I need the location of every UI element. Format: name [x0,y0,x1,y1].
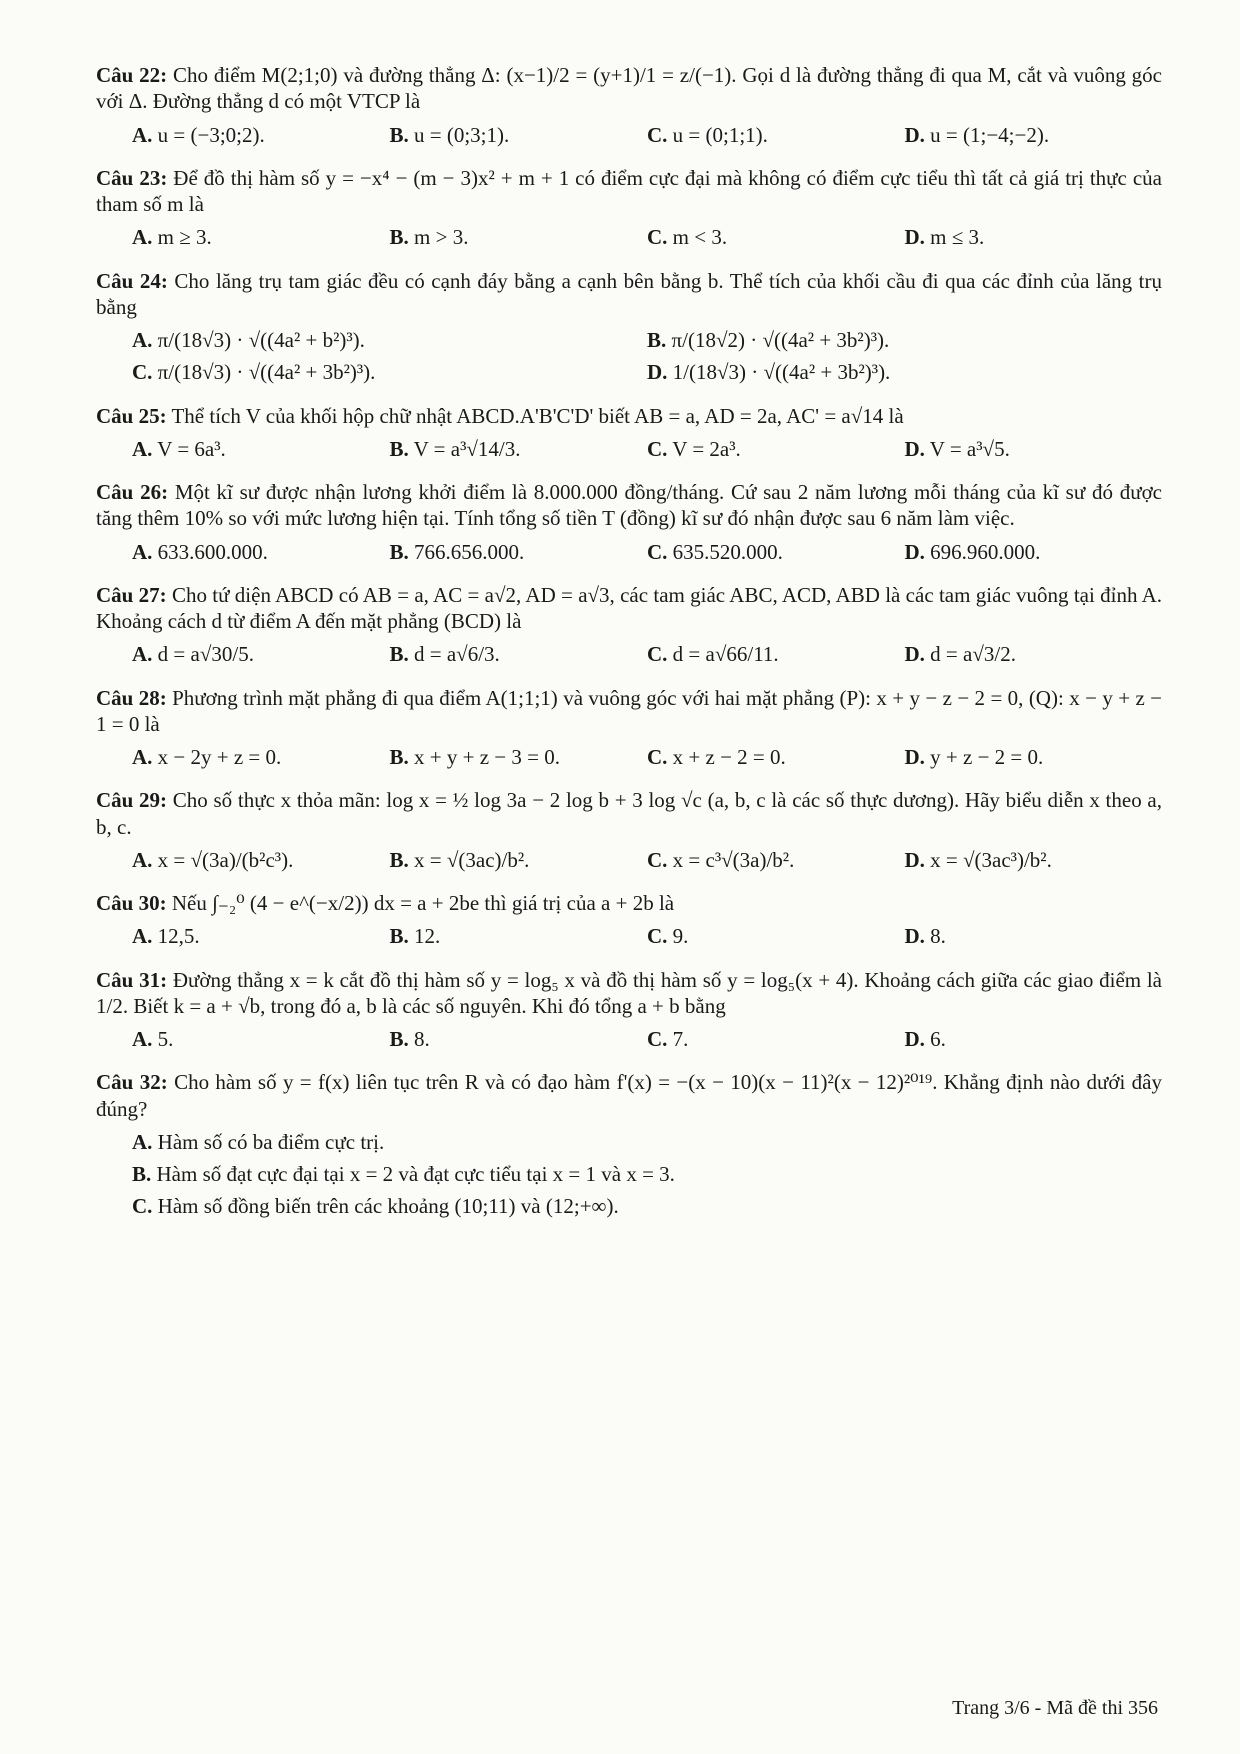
option-label: C. [647,642,668,667]
option-d[interactable] [905,844,1163,876]
option-d[interactable] [647,356,1162,388]
answer-options [96,638,1162,670]
question-number: Câu 22: [96,63,168,87]
option-label: A. [132,122,153,147]
question-stem [96,62,1162,115]
option-a[interactable] [132,1126,1162,1158]
question-text: Phương trình mặt phẳng đi qua điểm A(1;1;1) và vuông góc với hai mặt phẳng (P): x + y − z − 2 = 0, (Q): x − y + z − 1 = 0 là [96,685,1162,736]
option-text: d = a√66/11. [672,642,779,667]
question-32 [96,1069,1162,1222]
option-text: 12,5. [157,924,200,949]
question-stem [96,268,1162,321]
question-text: Một kĩ sư được nhận lương khởi điểm là 8.000.000 đồng/tháng. Cứ sau 2 năm lương mỗi tháng của kĩ sư đó được tăng thêm 10% so với mức lương hiện tại. Tính tổng số tiền T (đồng) kĩ sư đó nhận được sau 6 năm làm việc. [96,480,1163,531]
option-label: C. [132,1194,153,1219]
question-stem [96,165,1162,218]
option-text: m ≤ 3. [930,225,985,250]
option-label: C. [647,1027,668,1051]
option-c[interactable] [647,844,905,876]
option-b[interactable] [647,324,1162,356]
question-30 [96,890,1162,953]
option-text: V = 2a³. [672,436,741,461]
option-label: D. [904,924,925,949]
exam-page [96,62,1162,1237]
option-text: x + z − 2 = 0. [672,745,786,769]
option-c[interactable] [647,638,905,670]
option-label: D. [904,225,925,250]
question-number: Câu 29: [96,788,168,813]
question-22 [96,62,1162,151]
option-b[interactable] [390,844,648,876]
option-text: 7. [672,1027,689,1051]
option-label: A. [132,847,153,872]
option-text: 8. [930,924,946,949]
option-label: B. [389,122,409,147]
option-text: π/(18√3) · √((4a² + b²)³). [157,328,365,352]
option-text: Hàm số có ba điểm cực trị. [157,1129,385,1154]
question-stem [96,403,1162,429]
option-b[interactable] [390,920,648,952]
question-text: Đường thẳng x = k cắt đồ thị hàm số y = log₅ x và đồ thị hàm số y = log₅(x + 4). Khoảng cách giữa các giao điểm là 1/2. Biết k = a + √b, trong đó a, b là các số nguyên. Khi đó tổng a + b bằng [96,967,1162,1018]
option-label: A. [132,1027,153,1051]
question-29 [96,787,1162,876]
option-b[interactable] [390,638,648,670]
question-25 [96,403,1162,466]
question-text: Để đồ thị hàm số y = −x⁴ − (m − 3)x² + m + 1 có điểm cực đại mà không có điểm cực tiểu thì tất cả giá trị thực của tham số m là [96,165,1162,216]
answer-options [96,1126,1162,1223]
question-stem [96,967,1162,1020]
option-label: D. [904,122,925,147]
option-d[interactable] [905,119,1163,151]
option-label: A. [132,436,153,461]
question-text: Nếu ∫₋₂⁰ (4 − e^(−x/2)) dx = a + 2be thì giá trị của a + 2b là [171,891,675,915]
option-label: B. [389,225,409,250]
option-text: 696.960.000. [930,539,1041,564]
option-d[interactable] [905,741,1163,773]
question-stem [96,582,1162,635]
answer-options [96,433,1162,465]
option-label: B. [389,847,409,872]
option-label: A. [132,539,153,564]
option-label: C. [132,360,153,385]
option-text: x = √(3a)/(b²c³). [157,847,294,872]
option-d[interactable] [905,1023,1163,1055]
option-text: 5. [157,1027,174,1051]
option-a[interactable] [132,221,390,253]
option-label: C. [647,225,668,250]
option-a[interactable] [132,536,390,568]
option-c[interactable] [647,920,905,952]
question-number: Câu 31: [96,967,168,992]
option-a[interactable] [132,1023,390,1055]
option-text: x = √(3ac)/b². [414,847,530,872]
question-number: Câu 23: [96,165,168,190]
answer-options [96,844,1162,876]
option-label: C. [647,436,668,461]
answer-options [96,324,1162,389]
question-text: Cho điểm M(2;1;0) và đường thẳng Δ: (x−1)/2 = (y+1)/1 = z/(−1). Gọi d là đường thẳng đi qua M, cắt và vuông góc với Δ. Đường thẳng d có một VTCP là [96,63,1163,114]
option-d[interactable] [905,920,1163,952]
question-number: Câu 26: [96,480,169,504]
option-text: m < 3. [672,225,728,250]
option-c[interactable] [647,119,905,151]
option-label: D. [904,642,925,667]
option-label: B. [389,745,409,769]
question-27 [96,582,1162,671]
question-24 [96,268,1162,389]
option-c[interactable] [647,741,905,773]
option-a[interactable] [132,433,390,465]
option-a[interactable] [132,119,390,151]
question-text: Cho hàm số y = f(x) liên tục trên R và có đạo hàm f'(x) = −(x − 10)(x − 11)²(x − 12)²⁰¹⁹. Khẳng định nào dưới đây đúng? [96,1070,1163,1121]
option-text: u = (1;−4;−2). [930,122,1050,147]
option-text: 1/(18√3) · √((4a² + 3b²)³). [672,360,891,385]
option-text: d = a√3/2. [930,642,1016,667]
option-d[interactable] [905,536,1163,568]
question-text: Cho tứ diện ABCD có AB = a, AC = a√2, AD = a√3, các tam giác ABC, ACD, ABD là các tam giác vuông tại đỉnh A. Khoảng cách d từ điểm A đến mặt phẳng (BCD) là [96,582,1163,633]
option-b[interactable] [390,221,648,253]
option-text: V = a³√14/3. [413,436,521,461]
option-c[interactable] [647,221,905,253]
question-number: Câu 27: [96,582,167,607]
answer-options [96,1023,1162,1055]
option-c[interactable] [647,536,905,568]
question-text: Thể tích V của khối hộp chữ nhật ABCD.A'B'C'D' biết AB = a, AD = 2a, AC' = a√14 là [171,403,904,428]
option-text: u = (−3;0;2). [157,122,265,147]
question-number: Câu 30: [96,891,167,915]
option-text: u = (0;1;1). [672,122,768,147]
option-d[interactable] [905,433,1163,465]
question-stem [96,685,1162,738]
option-text: V = 6a³. [157,436,226,461]
option-label: D. [647,360,668,385]
question-text: Cho số thực x thỏa mãn: log x = ½ log 3a − 2 log b + 3 log √c (a, b, c là các số thực dương). Hãy biểu diễn x theo a, b, c. [96,788,1162,839]
option-label: B. [389,436,409,461]
option-label: A. [132,642,153,667]
option-c[interactable] [647,1023,905,1055]
option-label: D. [904,539,925,564]
question-number: Câu 25: [96,403,167,428]
option-text: π/(18√3) · √((4a² + 3b²)³). [157,360,376,385]
option-c[interactable] [132,1190,1162,1222]
question-number: Câu 24: [96,268,168,293]
option-text: 635.520.000. [672,539,783,564]
option-c[interactable] [132,356,647,388]
option-a[interactable] [132,844,390,876]
option-c[interactable] [647,433,905,465]
answer-options [96,741,1162,773]
question-number: Câu 32: [96,1070,168,1095]
option-a[interactable] [132,324,647,356]
question-28 [96,685,1162,774]
option-text: 766.656.000. [414,539,525,564]
option-b[interactable] [390,1023,648,1055]
option-label: C. [647,847,668,872]
question-23 [96,165,1162,254]
option-text: x + y + z − 3 = 0. [414,745,560,769]
option-b[interactable] [390,119,648,151]
option-text: V = a³√5. [929,436,1010,461]
option-text: d = a√6/3. [414,642,500,667]
option-label: D. [904,745,925,769]
option-text: 8. [414,1027,430,1051]
option-label: D. [904,436,925,461]
question-stem [96,1069,1162,1122]
option-d[interactable] [905,638,1163,670]
option-text: y + z − 2 = 0. [930,745,1044,769]
option-label: C. [647,122,668,147]
question-26 [96,479,1162,568]
option-label: C. [647,745,668,769]
option-text: x = c³√(3a)/b². [672,847,795,872]
option-a[interactable] [132,741,390,773]
option-text: 9. [672,924,689,949]
option-text: 12. [414,924,441,949]
option-label: B. [389,1027,409,1051]
answer-options [96,221,1162,253]
option-label: C. [647,539,668,564]
option-label: B. [132,1162,152,1186]
option-text: Hàm số đạt cực đại tại x = 2 và đạt cực tiểu tại x = 1 và x = 3. [156,1162,675,1186]
option-text: 6. [930,1027,946,1051]
option-label: D. [904,1027,925,1051]
option-label: A. [132,745,153,769]
option-text: d = a√30/5. [157,642,254,667]
option-label: A. [132,924,153,949]
option-text: 633.600.000. [157,539,268,564]
option-label: A. [132,225,153,250]
option-text: u = (0;3;1). [414,122,510,147]
option-b[interactable] [132,1158,1162,1190]
option-text: x = √(3ac³)/b². [930,847,1052,872]
option-label: B. [647,328,667,352]
question-stem [96,890,1162,916]
answer-options [96,536,1162,568]
question-text: Cho lăng trụ tam giác đều có cạnh đáy bằng a cạnh bên bằng b. Thể tích của khối cầu đi qua các đỉnh của lăng trụ bằng [96,268,1163,319]
question-stem [96,479,1162,532]
page-footer: Trang 3/6 - Mã đề thi 356 [952,1697,1158,1719]
option-text: m ≥ 3. [157,225,212,250]
question-31 [96,967,1162,1056]
answer-options [96,920,1162,952]
option-label: B. [389,924,409,949]
question-stem [96,787,1162,840]
option-text: Hàm số đồng biến trên các khoảng (10;11) và (12;+∞). [157,1194,619,1219]
option-text: π/(18√2) · √((4a² + 3b²)³). [671,328,890,352]
option-text: x − 2y + z = 0. [157,745,282,769]
option-text: m > 3. [414,225,469,250]
option-label: B. [389,539,409,564]
question-number: Câu 28: [96,685,167,710]
answer-options [96,119,1162,151]
option-d[interactable] [905,221,1163,253]
option-label: D. [904,847,925,872]
option-a[interactable] [132,920,390,952]
option-b[interactable] [390,536,648,568]
option-label: A. [132,328,153,352]
option-b[interactable] [390,433,648,465]
option-label: A. [132,1129,153,1154]
option-label: C. [647,924,668,949]
option-b[interactable] [390,741,648,773]
option-label: B. [389,642,409,667]
option-a[interactable] [132,638,390,670]
